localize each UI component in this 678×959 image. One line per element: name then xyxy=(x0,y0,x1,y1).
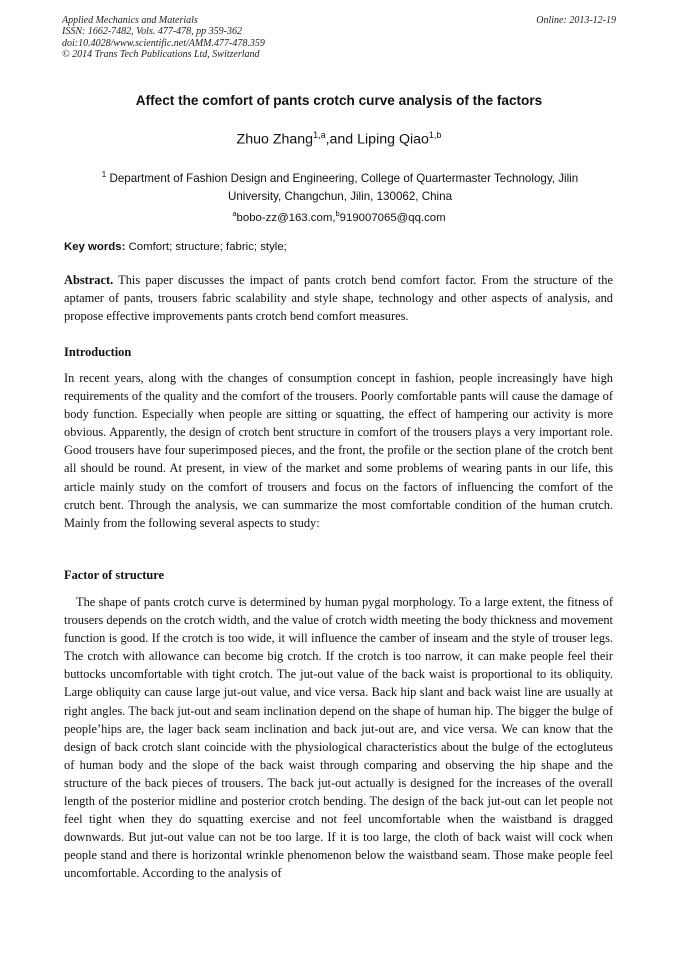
keywords xyxy=(64,241,616,253)
journal-info xyxy=(62,15,616,60)
author-1-name: Zhuo Zhang xyxy=(236,131,314,148)
introduction-heading: Introduction xyxy=(64,345,132,359)
doi-line[interactable]: doi:10.4028/www.scientific.net/AMM.477-478.359 xyxy=(62,37,265,49)
journal-name: Applied Mechanics and Materials xyxy=(62,15,198,26)
author-1-affil-mark: 1,a xyxy=(313,130,326,140)
structure-heading: Factor of structure xyxy=(64,568,165,582)
email-b[interactable]: 919007065@qq.com xyxy=(339,211,446,224)
abstract-text: This paper discusses the impact of pants crotch bend comfort factor. From the structure of the aptamer of pants, trousers fabric scalability and style shape, technology and other aspects of analysis, and propose effective improvements pants crotch bend comfort measures. xyxy=(64,273,613,324)
introduction-paragraph: In recent years, along with the changes of consumption concept in fashion, people increasingly have high requirements of the quality and the comfort of the trousers. Poorly comfortable pants will cause the damage of body function. Especially when people are sitting or squatting, the effect of hampering our activity is more obvious. Apparently, the design of crotch bent structure in comfort of the trousers plays a very important role. Good trousers have four superimposed pieces, and the front, the profile or the section plane of the crotch bent all should be round. At present, in view of the market and some problems of wearing pants in our life, this article mainly study on the comfort of trousers and focus on the factors of influencing the comfort of the crutch bent. Through the analysis, we can summarize the most comfortable condition of the human crutch. Mainly from the following several aspects to study: xyxy=(64,371,613,530)
journal-header xyxy=(62,15,616,60)
author-2-name: Liping Qiao xyxy=(357,131,429,148)
author-line xyxy=(0,130,678,148)
affiliation-text: Department of Fashion Design and Engineering, College of Quartermaster Technology, Jilin University, Changchun, Jilin, 130062, China xyxy=(109,171,579,203)
author-2-affil-mark: 1,b xyxy=(428,130,442,140)
abstract-label: Abstract. xyxy=(64,273,114,287)
affiliation-mark: 1 xyxy=(101,170,107,179)
structure-paragraph: The shape of pants crotch curve is determined by human pygal morphology. To a large extent, the fitness of trousers depends on the crotch width, and the value of crotch width meeting the body thickness and movement function is good. If the crotch is too wide, it will influence the camber of inseam and the style of trouser legs. The crotch with allowance can become big crotch. If the crotch is too narrow, it can make people feel their buttocks uncomfortable with tight crotch. The jut-out value of the back waist is proportional to its obliquity. Large obliquity can cause large jut-out value, and vice versa. Back hip slant and back waist line are usually at right angles. The back jut-out and seam inclination depend on the shape of human hip. The bigger the bulge of people’hips are, the lager back seam inclination and back jut-out are, and vice versa. We can know that the design of back crotch slant coincide with the physiological characteristics about the bulge of the ectogluteus of human body and the slope of the back waist through comparing and observing the hip shape and the structure of the back pieces of trousers. The back jut-out actually is designed for the increases of the overall length of the posterior midline and posterior crotch bending. The design of the back jut-out can let people not feel tight when they do squatting exercise and not feel uncomfortable when the waistband is dragged downwards. But jut-out value can not be too large. If it is too large, the cloth of back waist will cock when people stand and there is horizontal wrinkle phenomenon below the waistband seam. Those make people feel uncomfortable. According to the analysis of xyxy=(64,595,613,881)
email-a-mark: a xyxy=(232,209,237,218)
paper-title: Affect the comfort of pants crotch curve analysis of the factors xyxy=(135,93,543,108)
issn-line: ISSN: 1662-7482, Vols. 477-478, pp 359-362 xyxy=(62,26,242,38)
author-separator: ,and xyxy=(325,131,358,148)
online-date: Online: 2013-12-19 xyxy=(536,15,616,26)
keywords-text: Comfort; structure; fabric; style; xyxy=(125,241,287,253)
copyright-line: © 2014 Trans Tech Publications Ltd, Switzerland xyxy=(62,48,260,60)
email-a[interactable]: bobo-zz@163.com, xyxy=(236,211,336,224)
abstract xyxy=(64,271,613,325)
affiliation xyxy=(80,166,600,206)
email-line xyxy=(0,209,678,224)
email-b-mark: b xyxy=(335,209,340,218)
keywords-label: Key words: xyxy=(64,241,126,253)
